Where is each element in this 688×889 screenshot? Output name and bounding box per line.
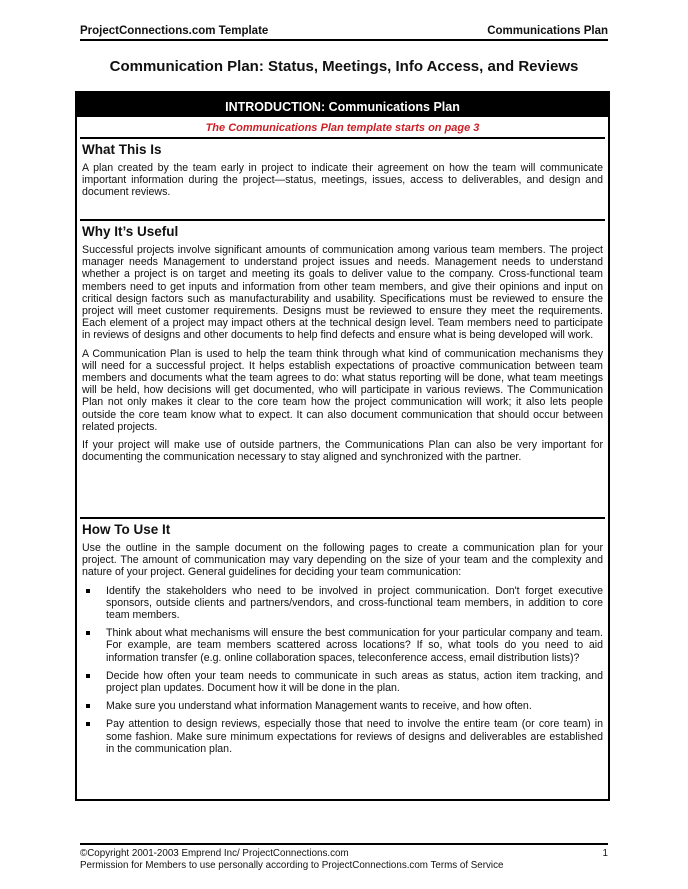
permission-text: Permission for Members to use personally according to ProjectConnections.com Terms of Service — [80, 860, 504, 871]
introduction-box — [75, 91, 610, 801]
section-heading: How To Use It — [82, 522, 171, 537]
section-heading: What This Is — [82, 142, 162, 157]
section-divider — [80, 517, 605, 519]
bullet-icon — [86, 631, 90, 635]
section-divider — [80, 219, 605, 221]
guidelines-list — [82, 585, 603, 755]
list-item: Decide how often your team needs to communicate in such areas as status, action item tracking, and project plan updates. Document how it will be done in the plan. — [82, 670, 603, 694]
template-start-note: The Communications Plan template starts on page 3 — [205, 122, 480, 134]
copyright-text: ©Copyright 2001-2003 Emprend Inc/ ProjectConnections.com — [80, 848, 349, 859]
section-how-to-use-it — [77, 522, 608, 755]
list-item: Make sure you understand what information Management wants to receive, and how often. — [82, 700, 603, 712]
paragraph: A plan created by the team early in project to indicate their agreement on how the team will communicate important information during the project—status, meetings, issues, access to deliverables, and design and document reviews. — [82, 162, 603, 199]
list-item: Identify the stakeholders who need to be involved in project communication. Don't forget executive sponsors, outside clients and partners/vendors, and cross-functional team members, in addition to core team members. — [82, 585, 603, 622]
section-divider — [80, 137, 605, 139]
header-template-label: ProjectConnections.com Template — [80, 25, 269, 37]
paragraph: Successful projects involve significant amounts of communication among various team members. The project manager needs Management to understand project issues and needs. Management needs to understand whether a project is on target and meeting its goals to deliver value to the company. Cross-functional team members need to get inputs and information from other team members, and give their opinions and input on critical design factors such as manufacturability and usability. Specifications must be reviewed to ensure the project will meet customer requirements. Designs must be reviewed to ensure they meet the requirements. Each element of a project may impact others at the technical design level. Team members need to participate in reviews of designs and other documents to help find defects and ensure what is being developed will work. — [82, 244, 603, 342]
bullet-icon — [86, 722, 90, 726]
page-footer — [80, 843, 608, 872]
bullet-icon — [86, 704, 90, 708]
section-heading: Why It’s Useful — [82, 224, 179, 239]
section-why-its-useful — [77, 224, 608, 517]
header-document-type: Communications Plan — [487, 25, 608, 37]
paragraph: If your project will make use of outside partners, the Communications Plan can also be very important for documenting the communication necessary to stay aligned and synchronized with the partner. — [82, 439, 603, 464]
page-number: 1 — [602, 848, 608, 859]
bullet-icon — [86, 674, 90, 678]
paragraph: A Communication Plan is used to help the team think through what kind of communication mechanisms they will need for a successful project. It helps establish expectations of proactive communication between team members and documents what the team agrees to do: what status reporting will be done, what team meetings will be held, how decisions will get documented, who will participate in various reviews. The Communication Plan not only makes it clear to the core team how the project communication will work; it also lets people outside the core team know what to expect. It can also document communication that should occur between related projects. — [82, 347, 603, 433]
introduction-bar: INTRODUCTION: Communications Plan — [77, 93, 608, 117]
bullet-icon — [86, 589, 90, 593]
list-item: Think about what mechanisms will ensure the best communication for your particular company and team. For example, are team members scattered across locations? If so, what tools do you need to aid information transfer (e.g. online collaboration spaces, teleconference access, email distribution lists)? — [82, 627, 603, 664]
page-title: Communication Plan: Status, Meetings, Info Access, and Reviews — [109, 58, 579, 75]
list-item: Pay attention to design reviews, especially those that need to involve the entire team (or core team) in some fashion. Make sure minimum expectations for reviews of designs and deliverables are established in the communication plan. — [82, 718, 603, 755]
section-what-this-is — [77, 142, 608, 219]
paragraph: Use the outline in the sample document on the following pages to create a communication plan for your project. The amount of communication may vary depending on the size of your team and the complexity and nature of your project. General guidelines for deciding your team communication: — [82, 542, 603, 579]
page-header — [80, 25, 608, 41]
